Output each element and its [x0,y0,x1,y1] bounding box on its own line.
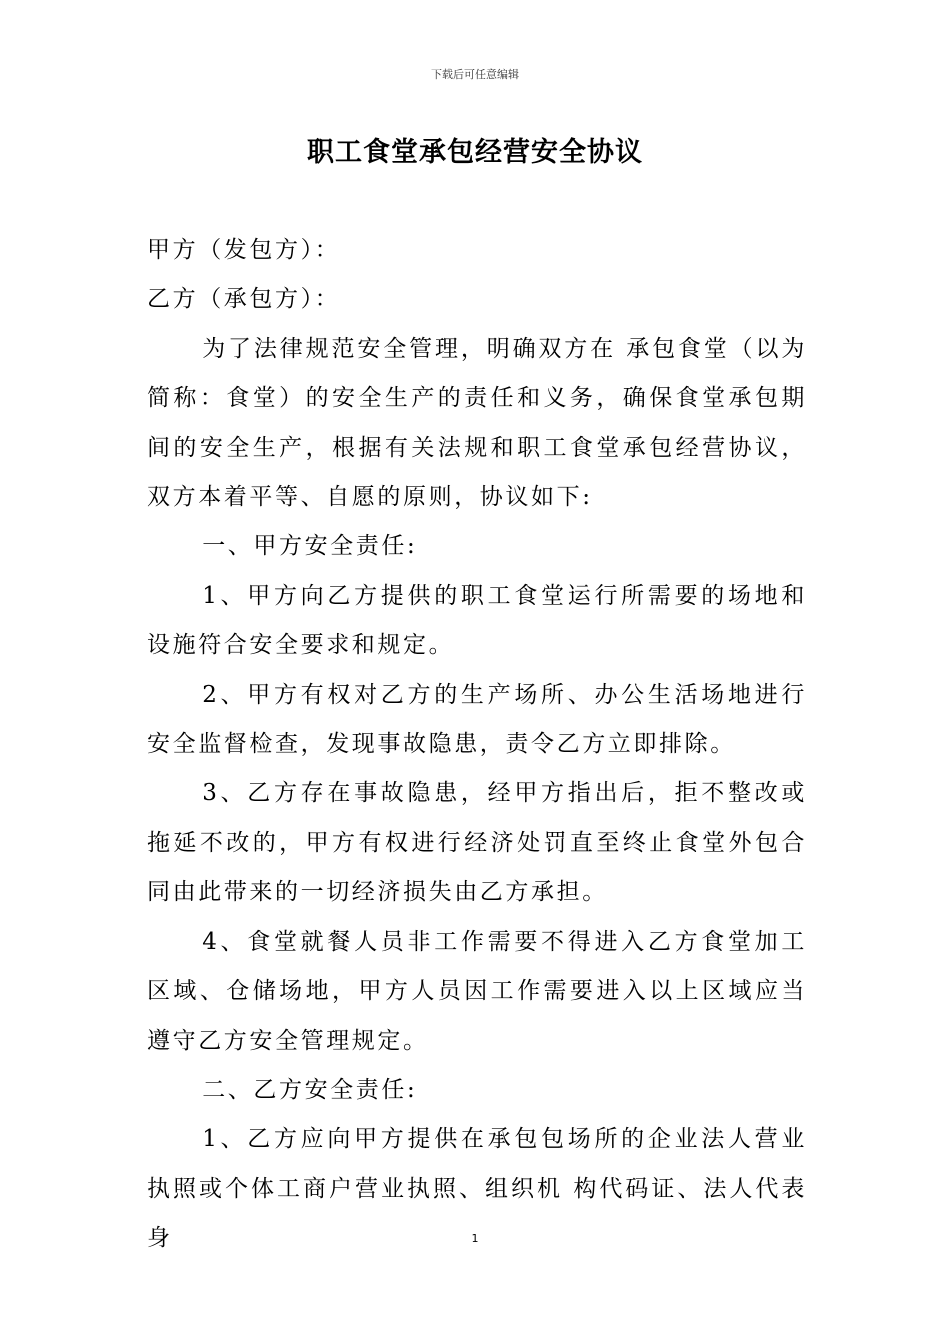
section-a-item-2: 2、甲方有权对乙方的生产场所、办公生活场地进行安全监督检查，发现事故隐患，责令乙方立即排除。 [147,681,807,758]
section-a-heading: 一、甲方安全责任: [202,533,418,560]
section-a-item-3: 3、乙方存在事故隐患，经甲方指出后，拒不整改或拖延不改的，甲方有权进行经济处罚直至终止食堂外包合同由此带来的一切经济损失由乙方承担。 [147,780,807,906]
party-b-line: 乙方（承包方）： [147,286,341,313]
section-b-item-1: 1、乙方应向甲方提供在承包包场所的企业法人营业执照或个体工商户营业执照、组织机 构代码证、法人代表身 [147,1126,807,1252]
document-title: 职工食堂承包经营安全协议 [307,137,643,168]
header-note: 下载后可任意编辑 [431,68,519,81]
section-a-item-1: 1、甲方向乙方提供的职工食堂运行所需要的场地和设施符合安全要求和规定。 [147,582,807,659]
section-b-heading: 二、乙方安全责任: [202,1076,418,1103]
intro-paragraph: 为了法律规范安全管理，明确双方在 承包食堂（以为简称：食堂）的安全生产的责任和义务，确保食堂承包期间的安全生产，根据有关法规和职工食堂承包经营协议，双方本着平等、自愿的原则，协议如下: [147,335,807,511]
document-body [147,226,807,1264]
page-number: 1 [471,1232,479,1245]
section-a-item-4: 4、食堂就餐人员非工作需要不得进入乙方食堂加工区域、仓储场地，甲方人员因工作需要进入以上区域应当遵守乙方安全管理规定。 [147,928,807,1054]
party-a-line: 甲方（发包方）： [147,237,341,263]
